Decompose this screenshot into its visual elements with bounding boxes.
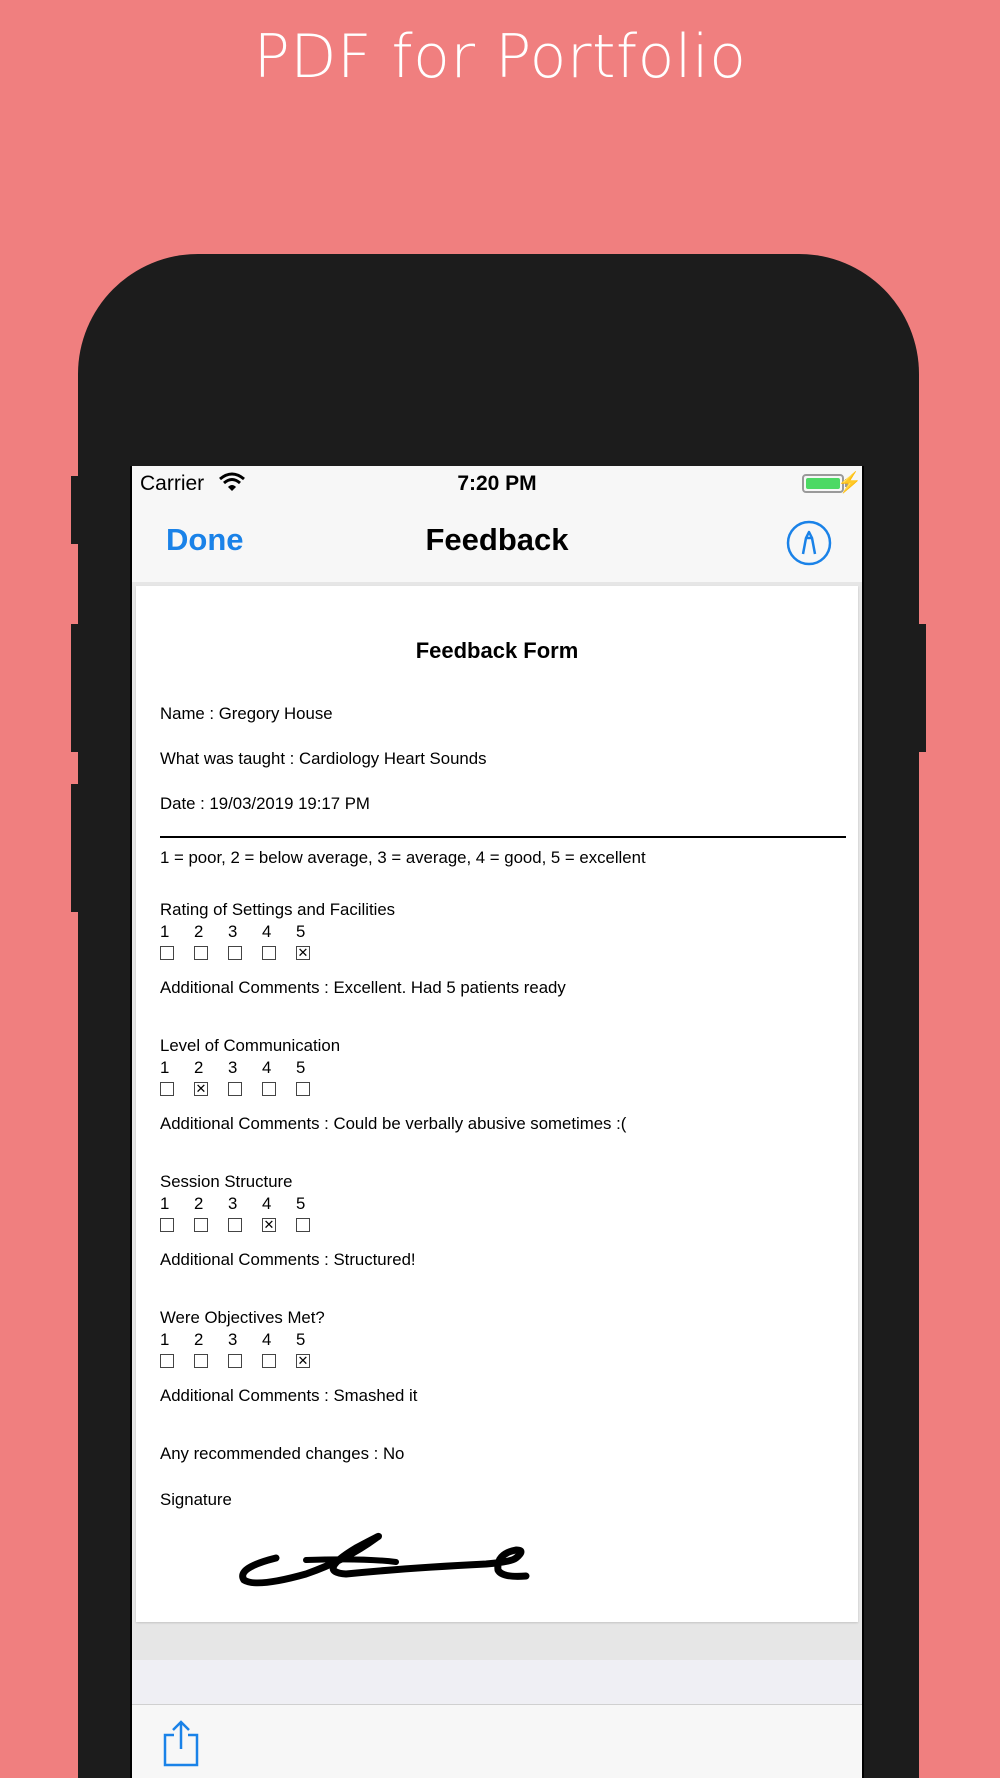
taught-field: What was taught : Cardiology Heart Sounds bbox=[160, 749, 487, 768]
rating-number: 3 bbox=[228, 1194, 238, 1213]
rating-number: 2 bbox=[194, 1330, 204, 1349]
checkbox-unchecked bbox=[262, 1082, 276, 1096]
rating-numbers bbox=[160, 1194, 330, 1214]
checkbox-unchecked bbox=[228, 1082, 242, 1096]
checkbox-unchecked bbox=[296, 1082, 310, 1096]
section-heading: Session Structure bbox=[160, 1172, 293, 1191]
rating-number: 1 bbox=[160, 1058, 170, 1077]
share-icon[interactable] bbox=[162, 1719, 200, 1767]
checkbox-checked: ✕ bbox=[297, 945, 309, 960]
rating-checkboxes bbox=[160, 1082, 330, 1096]
rating-numbers bbox=[160, 1330, 330, 1350]
phone-volume-up bbox=[71, 624, 81, 752]
section-heading: Were Objectives Met? bbox=[160, 1308, 325, 1327]
markup-pen-icon[interactable] bbox=[786, 520, 832, 566]
checkbox-unchecked bbox=[228, 946, 242, 960]
rating-number: 3 bbox=[228, 1058, 238, 1077]
done-button[interactable]: Done bbox=[166, 522, 244, 557]
name-field: Name : Gregory House bbox=[160, 704, 333, 723]
signature-label: Signature bbox=[160, 1490, 232, 1509]
rating-scale-legend: 1 = poor, 2 = below average, 3 = average, 4 = good, 5 = excellent bbox=[160, 848, 646, 867]
phone-screen bbox=[130, 466, 864, 1778]
charging-bolt-icon: ⚡ bbox=[837, 472, 862, 494]
page-title: Feedback bbox=[425, 522, 569, 557]
bottom-toolbar bbox=[132, 1704, 862, 1778]
rating-number: 5 bbox=[296, 922, 306, 941]
status-time: 7:20 PM bbox=[457, 472, 537, 495]
checkbox-unchecked bbox=[160, 1218, 174, 1232]
signature-image bbox=[236, 1528, 566, 1598]
divider bbox=[160, 836, 846, 838]
recommended-changes: Any recommended changes : No bbox=[160, 1444, 405, 1463]
checkbox-checked: ✕ bbox=[195, 1081, 207, 1096]
rating-checkboxes bbox=[160, 1218, 330, 1232]
phone-power-button bbox=[916, 624, 926, 752]
status-bar bbox=[132, 466, 862, 500]
rating-number: 5 bbox=[296, 1330, 306, 1349]
section-heading: Rating of Settings and Facilities bbox=[160, 900, 396, 919]
rating-numbers bbox=[160, 1058, 330, 1078]
rating-number: 4 bbox=[262, 922, 272, 941]
rating-number: 4 bbox=[262, 1058, 272, 1077]
rating-number: 2 bbox=[194, 1058, 204, 1077]
checkbox-unchecked bbox=[262, 1354, 276, 1368]
checkbox-unchecked bbox=[160, 1082, 174, 1096]
checkbox-unchecked bbox=[194, 1218, 208, 1232]
additional-comments: Additional Comments : Could be verbally abusive sometimes :( bbox=[160, 1114, 627, 1133]
checkbox-unchecked bbox=[228, 1354, 242, 1368]
additional-comments: Additional Comments : Smashed it bbox=[160, 1386, 418, 1405]
rating-number: 1 bbox=[160, 1330, 170, 1349]
rating-number: 1 bbox=[160, 1194, 170, 1213]
rating-number: 5 bbox=[296, 1058, 306, 1077]
rating-numbers bbox=[160, 922, 330, 942]
form-title: Feedback Form bbox=[415, 638, 579, 663]
additional-comments: Additional Comments : Excellent. Had 5 patients ready bbox=[160, 978, 566, 997]
pdf-page bbox=[136, 586, 858, 1622]
checkbox-unchecked bbox=[228, 1218, 242, 1232]
rating-checkboxes bbox=[160, 1354, 330, 1368]
marketing-title: PDF for Portfolio bbox=[253, 22, 747, 92]
checkbox-unchecked bbox=[194, 946, 208, 960]
rating-number: 2 bbox=[194, 1194, 204, 1213]
rating-number: 3 bbox=[228, 1330, 238, 1349]
checkbox-unchecked bbox=[262, 946, 276, 960]
date-field: Date : 19/03/2019 19:17 PM bbox=[160, 794, 370, 813]
checkbox-unchecked bbox=[296, 1218, 310, 1232]
rating-number: 4 bbox=[262, 1330, 272, 1349]
carrier-label: Carrier bbox=[140, 472, 205, 495]
phone-volume-down bbox=[71, 784, 81, 912]
checkbox-unchecked bbox=[160, 946, 174, 960]
rating-checkboxes bbox=[160, 946, 330, 960]
additional-comments: Additional Comments : Structured! bbox=[160, 1250, 416, 1269]
phone-mute-switch bbox=[71, 476, 81, 544]
rating-number: 2 bbox=[194, 922, 204, 941]
checkbox-unchecked bbox=[194, 1354, 208, 1368]
rating-number: 4 bbox=[262, 1194, 272, 1213]
section-heading: Level of Communication bbox=[160, 1036, 341, 1055]
checkbox-checked: ✕ bbox=[263, 1217, 275, 1232]
checkbox-checked: ✕ bbox=[297, 1353, 309, 1368]
rating-number: 1 bbox=[160, 922, 170, 941]
rating-number: 3 bbox=[228, 922, 238, 941]
rating-number: 5 bbox=[296, 1194, 306, 1213]
checkbox-unchecked bbox=[160, 1354, 174, 1368]
